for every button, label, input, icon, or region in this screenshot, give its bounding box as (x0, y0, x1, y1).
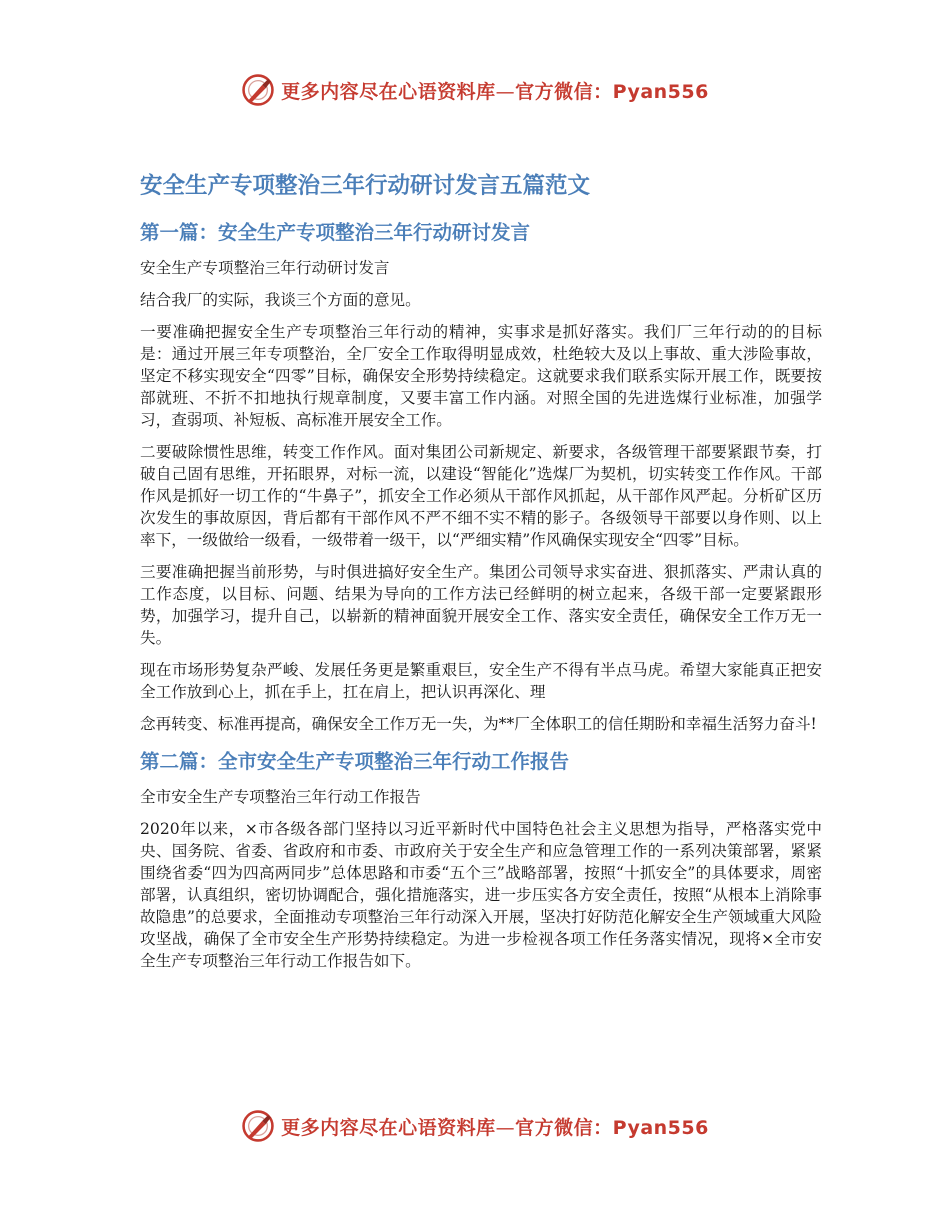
header-banner (0, 68, 950, 112)
section-1-paragraph: 三要准确把握当前形势，与时俱进搞好安全生产。集团公司领导求实奋进、狠抓落实、严肃认真的工作态度，以目标、问题、结果为导向的工作方法已经鲜明的树立起来，各级干部一定要紧跟形势，加强学习，提升自己，以崭新的精神面貌开展安全工作、落实安全责任，确保安全工作万无一失。 (140, 563, 822, 647)
banner-text (281, 1113, 709, 1140)
document-body (140, 170, 822, 982)
section-2-paragraph: 全市安全生产专项整治三年行动工作报告 (140, 788, 421, 807)
pen-logo-icon (241, 73, 275, 107)
section-1-paragraph: 二要破除惯性思维，转变工作作风。面对集团公司新规定、新要求，各级管理干部要紧跟节奏，打破自己固有思维，开拓眼界，对标一流，以建设“智能化”选煤厂为契机，切实转变工作作风。干部作风是抓好一切工作的“牛鼻子”，抓安全工作必须从干部作风抓起，从干部作风严起。分析矿区历次发生的事故原因，背后都有干部作风不严不细不实不精的影子。各级领导干部要以身作则、以上率下，一级做给一级看，一级带着一级干，以“严细实精”作风确保实现安全“四零”目标。 (140, 443, 822, 549)
section-1-heading: 第一篇：安全生产专项整治三年行动研讨发言 (140, 220, 531, 244)
section-1-paragraph: 结合我厂的实际，我谈三个方面的意见。 (140, 291, 421, 309)
banner-contact-text: 官方微信：Pyan556 (515, 80, 709, 103)
banner-inner (241, 73, 709, 107)
section-1-paragraph: 一要准确把握安全生产专项整治三年行动的精神，实事求是抓好落实。我们厂三年行动的的目标是：通过开展三年专项整治，全厂安全工作取得明显成效，杜绝较大及以上事故、重大涉险事故，坚定不移实现安全“四零”目标，确保安全形势持续稳定。这就要求我们联系实际开展工作，既要按部就班、不折不扣地执行规章制度，又要丰富工作内涵。对照全国的先进选煤行业标准，加强学习，查弱项、补短板、高标准开展安全工作。 (140, 323, 822, 429)
section-1-paragraph: 现在市场形势复杂严峻、发展任务更是繁重艰巨，安全生产不得有半点马虎。希望大家能真正把安全工作放到心上，抓在手上，扛在肩上，把认识再深化、理 (140, 661, 822, 701)
section-1-paragraph: 念再转变、标准再提高，确保安全工作万无一失，为**厂全体职工的信任期盼和幸福生活努力奋斗! (140, 715, 817, 733)
banner-inner (241, 1109, 709, 1143)
document-title: 安全生产专项整治三年行动研讨发言五篇范文 (140, 173, 591, 199)
section-2-paragraph: 2020年以来，×市各级各部门坚持以习近平新时代中国特色社会主义思想为指导，严格落实党中央、国务院、省委、省政府和市委、市政府关于安全生产和应急管理工作的一系列决策部署，紧紧围绕省委“四为四高两同步”总体思路和市委“五个三”战略部署，按照“十抓安全”的具体要求，周密部署，认真组织，密切协调配合，强化措施落实，进一步压实各方安全责任，按照“从根本上消除事故隐患”的总要求，全面推动专项整治三年行动深入开展，坚决打好防范化解安全生产领域重大风险攻坚战，确保了全市安全生产形势持续稳定。为进一步检视各项工作任务落实情况，现将×全市安全生产专项整治三年行动工作报告如下。 (140, 820, 822, 971)
banner-contact-text: 官方微信：Pyan556 (515, 1116, 709, 1139)
footer-banner (0, 1104, 950, 1148)
banner-separator: — (495, 80, 516, 103)
banner-main-text: 更多内容尽在心语资料库 (281, 80, 496, 103)
banner-text (281, 77, 709, 104)
section-2-heading: 第二篇：全市安全生产专项整治三年行动工作报告 (140, 750, 570, 773)
banner-separator: — (495, 1116, 516, 1139)
section-1-paragraph: 安全生产专项整治三年行动研讨发言 (140, 259, 390, 277)
banner-main-text: 更多内容尽在心语资料库 (281, 1116, 496, 1139)
pen-logo-icon (241, 1109, 275, 1143)
